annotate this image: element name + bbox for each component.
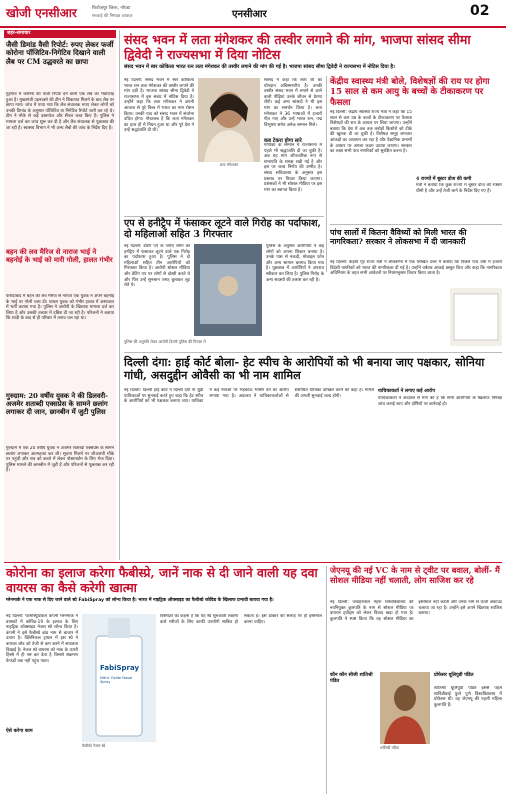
jnu-photo xyxy=(380,672,430,744)
citizenship-headline: पांच सालों में कितना वैविध्यों को मिली भारत की नागरिकता? सरकार ने लोकसभा में दी जानकारी xyxy=(330,228,467,247)
fabispray-headline: कोरोना का इलाज करेगा फैबीस्प्रे, जानें नाक से दी जाने वाली यह दवा वायरस का कैसे करेगी खात्मा xyxy=(6,565,318,595)
citizenship-body: नई दिल्ली: केंद्रीय गृह राज्य मंत्री ने लोकसभा में एक लिखित उत्तर में बताया कि पिछले पांच वर्षों में हजारों विदेशी नागरिकों को भारत की नागरिकता दी गई है। उन्होंने वर्षवार आंकड़े प्रस्तुत किए और कहा कि नागरिकता अधिनियम के तहत सभी आवेदनों पर नियमानुसार विचार किया जाता है। xyxy=(330,260,502,277)
lead-body-left: नई दिल्ली: संसद भवन में स्वर कोकिला भारत रत्न लता मंगेशकर की तस्वीर लगाने की मांग उठी है। भाजपा सांसद सीमा द्विवेदी ने राज्यसभा में इस संबंध में नोटिस दिया है। उन्होंने कहा कि लता मंगेशकर ने अपनी आवाज से पूरे विश्व में भारत का नाम रोशन किया। उनकी याद को संसद भवन में संजोना उचित होगा। गौरतलब है कि लता मंगेशकर का हाल ही में निधन हुआ था और पूरे देश ने उन्हें श्रद्धांजलि दी थी। xyxy=(124,78,194,134)
fabispray-deck: ग्लेनमार्क ने एक नाक से दिए जाने वाले स्प्रे FabiSpray को लॉन्च किया है। भारत में नाइट्रिक ऑक्साइड का फैबीस्प्रे कोविड के खिलाफ प्रभावी बताया गया है। xyxy=(6,598,274,603)
robbery-photo xyxy=(194,244,262,336)
health-headline: केंद्रीय स्वास्थ्य मंत्री बोले, विशेषज्ञों की राय पर होगा 15 साल से कम आयु के बच्चों के टीकाकरण पर फैसला xyxy=(330,77,490,108)
lead-photo-lata xyxy=(198,78,260,162)
jnu-subhead: कौन कौन सीजी शांतिश्री पंडित xyxy=(330,672,373,684)
jnu-caption: शांतिश्री पंडित xyxy=(380,745,399,750)
page-number: 02 xyxy=(470,3,490,19)
sidebar-story-1-title: जैसी डिमांड वैसी रिपोर्ट: रुपए लेकर फर्जी कोरोना पॉजिटिव-निगेटिव दिखाने वाली लैब पर CM उद्धवरते का छापा xyxy=(6,40,114,66)
court-body: नई दिल्ली: दिल्ली हाई कोर्ट ने दिल्ली दंगों से जुड़ी याचिकाओं पर सुनवाई करते हुए कहा कि हेट स्पीच के आरोपियों को भी पक्षकार बनाया जाए। याचिका में कई नेताओं पर भड़काऊ भाषण देने का आरोप लगाया गया है। अदालत ने याचिकाकर्ताओं से संशोधित याचिका दाखिल करने को कहा है। मामले की अगली सुनवाई जल्द होगी। xyxy=(124,388,374,405)
lead-body-right: गायिका के सम्मान में राज्यसभा में पहले भी श्रद्धांजलि दी जा चुकी है। अब यह मांग औपचारिक रूप से सभापति के समक्ष रखी गई है और इस पर जल्द निर्णय की उम्मीद है। संसद सचिवालय के अनुसार इस प्रस्ताव पर विचार किया जाएगा। प्रशंसकों ने भी सोशल मीडिया पर इस मांग का स्वागत किया है। xyxy=(264,143,322,193)
sidebar-story-3-body: गुरुग्राम में एक 20 वर्षीय युवक ने अजमेर शताब्दी एक्सप्रेस के सामने छलांग लगाकर आत्महत्या कर ली। सूचना मिलने पर जीआरपी मौके पर पहुंची और शव को कब्जे में लेकर पोस्टमार्टम के लिए भेज दिया। पुलिस मामले की छानबीन में जुटी है और परिजनों से पूछताछ कर रही है। xyxy=(6,446,114,474)
jnu-subhead-2: प्रोफेसर धूलिपुडी पंडित xyxy=(434,672,474,678)
lead-deck: संसद भवन में स्वर कोकिला भारत रत्न लता मंगेशकर की तस्वीर लगाने की मांग की गई है। भाजपा सांसद सीमा द्विवेदी ने राज्यसभा में नोटिस दिया है। xyxy=(124,64,395,70)
jnu-headline: जेएनयू की नई VC के नाम से ट्वीट पर बवाल, बोलीं- मैं सोशल मीडिया नहीं चलाती, लोग साजिश कर रहे xyxy=(330,565,500,585)
health-subhead: 4 राज्यों में बूस्टर डोज की कमी xyxy=(416,176,472,182)
lead-subhead: कब टेकरा होगा सारे xyxy=(264,138,302,144)
jnu-body-2: शांतिश्री धूलिपुडी पंडित इससे पहले सावित्रीबाई फुले पुणे विश्वविद्यालय में प्रोफेसर थीं। वह जेएनयू की पहली महिला कुलपति हैं। xyxy=(434,686,502,708)
fabispray-body-2: विशेषज्ञों का कहना है कि यह स्प्रे शुरुआती लक्षणों वाले मरीजों के लिए काफी उपयोगी साबित हो सकता है। इसे डॉक्टर की सलाह पर ही इस्तेमाल करना चाहिए। xyxy=(160,614,322,625)
sidebar-story-2-title: बहन की लव मैरिज से नाराज भाई ने बहनोई के भाई को मारी गोली, हालत गंभीर xyxy=(6,248,113,265)
citizenship-chart-photo xyxy=(450,288,502,346)
fabispray-product-photo xyxy=(82,614,156,742)
sidebar-story-3-title: गुरुग्राम: 20 वर्षीय युवक ने की डिलवरी- अजमेर शताब्दी एक्सप्रेस के सामने छलांग लगाकर दी जान, छानबीन में जुटी पुलिस xyxy=(6,392,108,417)
fabispray-subhead: ऐसे करेगा काम xyxy=(6,728,33,734)
sidebar-label: शहर-समाचार xyxy=(4,30,116,38)
tagline: सच्चाई की निष्पक्ष आवाज़ xyxy=(92,14,133,19)
sidebar xyxy=(4,30,116,562)
fabispray-caption: फैबीस्प्रे नेजल स्प्रे xyxy=(82,743,106,748)
health-body: नई दिल्ली: केंद्रीय स्वास्थ्य राज्य मंत्री ने कहा कि 15 साल से कम उम्र के बच्चों के टीकाकरण पर फैसला विशेषज्ञों की राय के आधार पर लिया जाएगा। उन्होंने बताया कि देश में अब तक करोड़ों किशोरों को टीके की खुराक दी जा चुकी है। विशेषज्ञ समूह लगातार आंकड़ों का अध्ययन कर रहा है और वैज्ञानिक प्रमाणों के आधार पर अगला कदम उठाया जाएगा। सरकार का लक्ष्य सभी पात्र नागरिकों को सुरक्षित करना है। xyxy=(330,110,412,155)
lead-photo-caption: लता मंगेशकर xyxy=(219,162,239,167)
robbery-body-right: पुलिस के अनुसार आरोपियों ने कई लोगों को अपना शिकार बनाया है। उनके पास से नकदी, मोबाइल फोन और अन्य सामान बरामद किया गया है। पूछताछ में आरोपियों ने अपराध स्वीकार कर लिया है। पुलिस गिरोह के अन्य सदस्यों की तलाश कर रही है। xyxy=(266,244,324,283)
robbery-headline: एप से हनीट्रैप में फंसाकर लूटने वाले गिरोह का पर्दाफाश, दो महिलाओं सहित 3 गिरफ्तार xyxy=(124,218,321,241)
section-title: एनसीआर xyxy=(232,9,267,20)
sidebar-story-1-body: गुड़गांव में कोरोना की फर्जी रिपोर्ट देने वाली एक लैब का भंडाफोड़ हुआ है। मुख्यमंत्री उड़नदस्ते की टीम ने शिकायत मिलने के बाद लैब पर छापा मारा। जांच में पाया गया कि लैब संचालक रुपए लेकर लोगों को उनकी डिमांड के अनुसार पॉजिटिव या निगेटिव रिपोर्ट जारी कर रहे थे। टीम ने मौके से कई दस्तावेज और सैंपल जब्त किए हैं। पुलिस ने मामला दर्ज कर जांच शुरू कर दी है और लैब संचालक से पूछताछ की जा रही है। स्वास्थ्य विभाग ने भी अन्य लैबों की जांच के निर्देश दिए हैं। xyxy=(6,92,114,131)
lead-headline: संसद भवन में लता मंगेशकर की तस्वीर लगाने की मांग, भाजपा सांसद सीमा द्विवेदी ने राज्यसभा में दिया नोटिस xyxy=(124,32,471,62)
fabispray-product-name: FabiSpray xyxy=(100,664,140,672)
robbery-caption: पुलिस की अनुमति लेकर आरोपी दिल्ली पुलिस की गिरफ्त में xyxy=(124,339,206,344)
court-body-2: याचिकाकर्ता ने अदालत से मांग की है कि सभी आरोपियों के खिलाफ निष्पक्ष जांच कराई जाए और दोषियों पर कार्रवाई हो। xyxy=(378,396,502,407)
court-headline: दिल्ली दंगा: हाई कोर्ट बोला- हेट स्पीच के आरोपियों को भी बनाया जाए पक्षकार, सोनिया गांधी, असदुद्दीन ओवैसी का भी नाम शामिल xyxy=(124,355,485,383)
health-body-2: मंत्री ने बताया कि कुछ राज्यों में बूस्टर डोज की रफ्तार धीमी है और उन्हें तेजी लाने के निर्देश दिए गए हैं। xyxy=(416,183,502,194)
fabispray-product-sub: Nitric Oxide Nasal Spray xyxy=(100,676,133,684)
sidebar-story-2-body: फरीदाबाद में बहन की लव मैरिज से नाराज एक युवक ने अपने बहनोई के भाई पर गोली चला दी। घायल युवक को गंभीर हालत में अस्पताल में भर्ती कराया गया है। पुलिस ने आरोपी के खिलाफ मामला दर्ज कर लिया है और उसकी तलाश में दबिश दी जा रही है। परिजनों ने बताया कि शादी के बाद से ही परिवार में तनाव चल रहा था। xyxy=(6,294,114,322)
lead-body-mid: सांसद ने कहा कि लता जी का योगदान अविस्मरणीय है। उनकी तस्वीर संसद भवन में लगाने से आने वाली पीढ़ियां उनके जीवन से प्रेरणा लेंगी। कई अन्य सांसदों ने भी इस मांग का समर्थन किया है। लता मंगेशकर ने 36 भाषाओं में हजारों गीत गाए और उन्हें भारत रत्न, पद्म विभूषण समेत अनेक सम्मान मिले। xyxy=(264,78,322,128)
fabispray-body: नई दिल्ली: फार्मास्युटिकल कंपनी ग्लेनमार्क ने वयस्कों में कोविड-19 के इलाज के लिए नाइट्रिक ऑक्साइड नेजल स्प्रे लॉन्च किया है। कंपनी ने इसे फैबीस्प्रे ब्रांड नाम से बाजार में उतारा है। क्लिनिकल ट्रायल में इस स्प्रे ने वायरल लोड को तेजी से कम करने में सफलता दिखाई है। नेजल स्प्रे वायरस को नाक के ऊपरी हिस्से में ही नष्ट कर देता है जिससे संक्रमण फेफड़ों तक नहीं पहुंच पाता। xyxy=(6,614,78,664)
court-subhead: याचिकाकर्ता ने लगाए कई आरोप xyxy=(378,388,435,394)
masthead xyxy=(0,0,506,28)
dateline: फिरोजपुर जिला, नोएडा xyxy=(92,6,131,11)
brand-logo: खोजी एनसीआर xyxy=(6,6,77,20)
robbery-body-left: नई दिल्ली: डेटिंग एप के जरिए लोगों को हनीट्रैप में फंसाकर लूटने वाले एक गिरोह का पर्दाफाश हुआ है। पुलिस ने दो महिलाओं सहित तीन आरोपियों को गिरफ्तार किया है। आरोपी सोशल मीडिया और डेटिंग एप पर लोगों से दोस्ती करते थे और फिर उन्हें सुनसान जगह बुलाकर लूट लेते थे। xyxy=(124,244,190,289)
jnu-body: नई दिल्ली: जवाहरलाल नेहरू विश्वविद्यालय की नवनियुक्त कुलपति के नाम से सोशल मीडिया पर वायरल ट्वीट्स को लेकर विवाद खड़ा हो गया है। कुलपति ने स्पष्ट किया कि वह सोशल मीडिया का इस्तेमाल नहीं करतीं और उनके नाम से फर्जी अकाउंट चलाया जा रहा है। उन्होंने इसे अपने खिलाफ साजिश बताया। xyxy=(330,600,502,622)
